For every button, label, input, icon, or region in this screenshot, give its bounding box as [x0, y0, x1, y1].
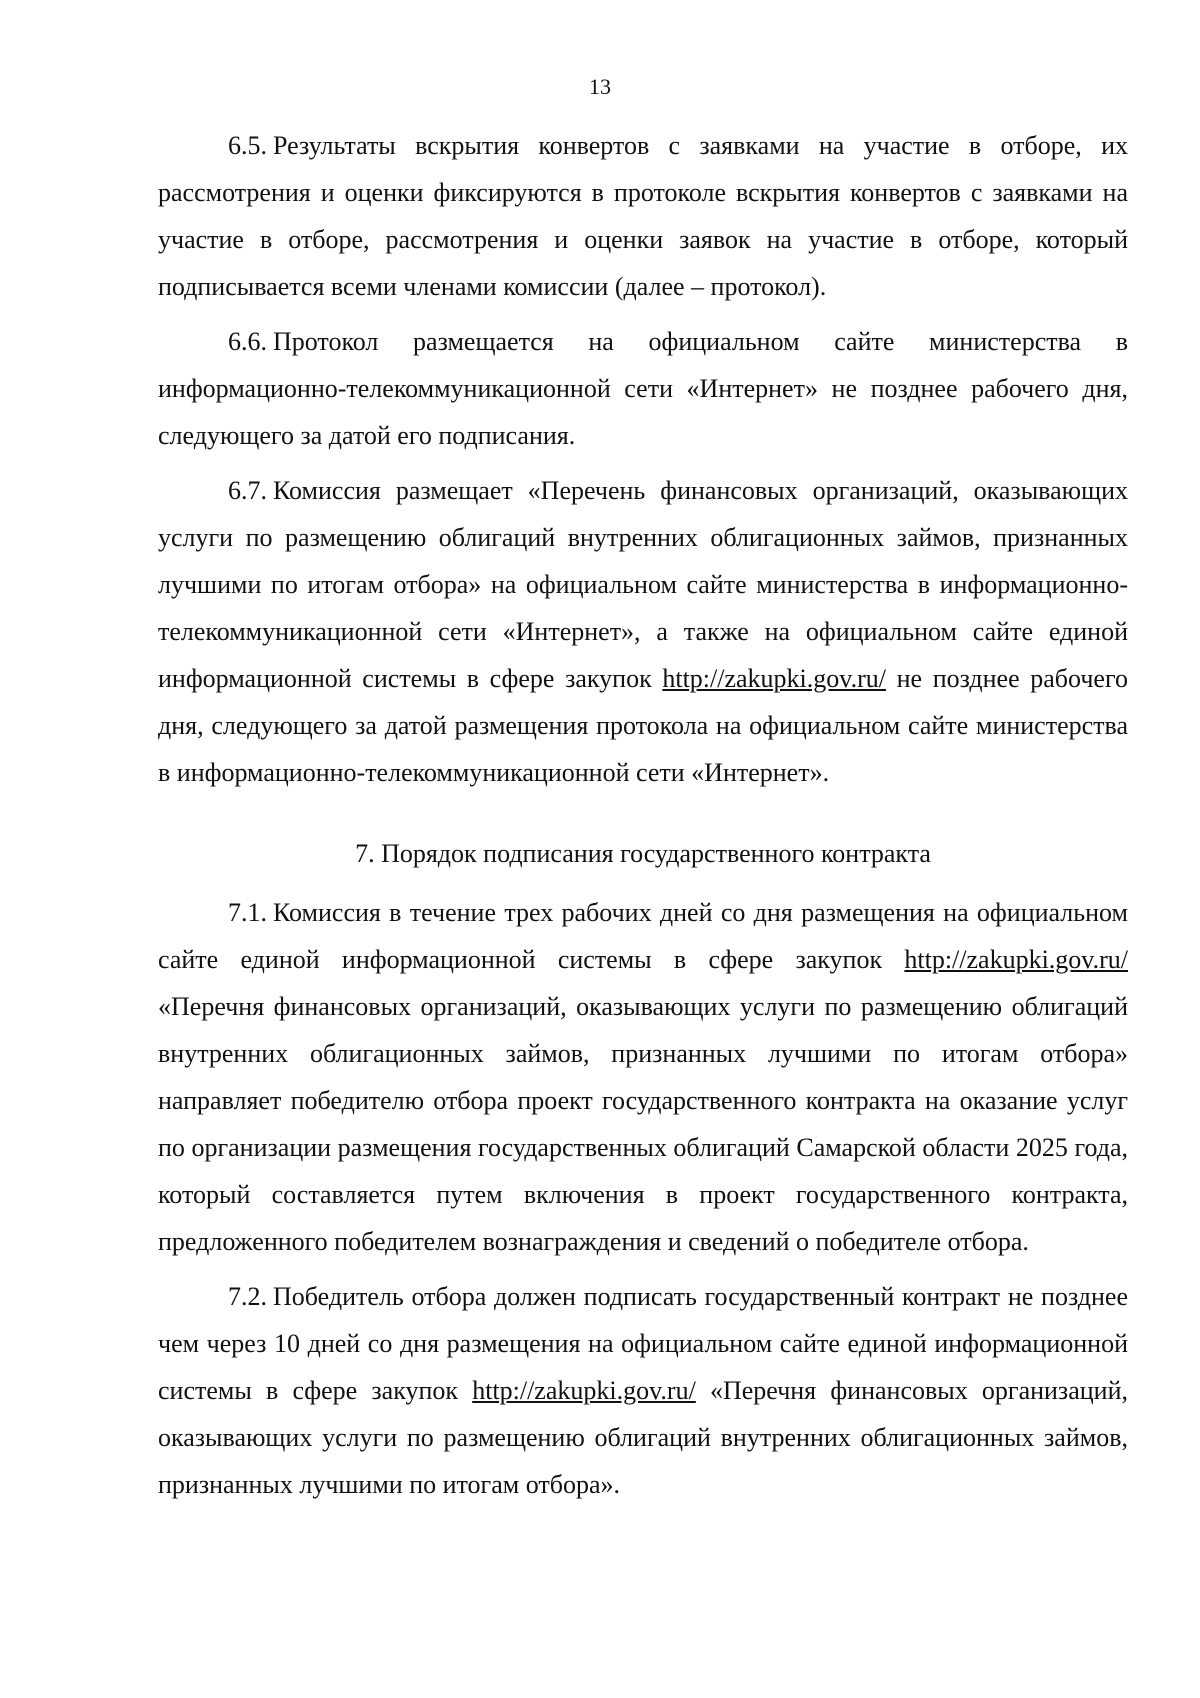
paragraph-number: 7.2.	[228, 1282, 267, 1311]
paragraph-6-7	[158, 467, 1128, 796]
paragraph-text: Комиссия в течение трех рабочих дней со дня размещения на официальном сайте единой информационной системы в сфере закупок	[158, 898, 1128, 974]
paragraph-text: Протокол размещается на официальном сайте министерства в информационно-телекоммуникационной сети «Интернет» не позднее рабочего дня, следующего за датой его подписания.	[158, 327, 1128, 450]
paragraph-text: «Перечня финансовых организаций, оказывающих услуги по размещению облигаций внутренних облигационных займов, признанных лучшими по итогам отбора» направляет победителю отбора проект государственного контракта на оказание услуг по организации размещения государственных облигаций Самарской области 2025 года, который составляется путем включения в проект государственного контракта, предложенного победителем вознаграждения и сведений о победителе отбора.	[158, 992, 1128, 1256]
paragraph-number: 6.5.	[228, 131, 267, 160]
paragraph-number: 6.7.	[228, 476, 267, 505]
paragraph-text: не позднее рабочего дня, следующего за датой размещения протокола на официальном сайте министерства в информационно-телекоммуникационной сети «Интернет».	[158, 664, 1128, 787]
paragraph-number: 6.6.	[228, 327, 267, 356]
zakupki-link[interactable]: http://zakupki.gov.ru/	[472, 1376, 696, 1405]
section-heading: 7. Порядок подписания государственного контракта	[355, 839, 931, 868]
zakupki-link[interactable]: http://zakupki.gov.ru/	[662, 664, 886, 693]
paragraph-6-5	[158, 122, 1128, 310]
page-number: 13	[589, 74, 611, 99]
paragraph-6-6	[158, 318, 1128, 459]
paragraph-text: Победитель отбора должен подписать государственный контракт не позднее чем через 10 дней со дня размещения на официальном сайте единой информационной системы в сфере закупок	[158, 1282, 1128, 1405]
document-body	[158, 122, 1128, 1516]
zakupki-link[interactable]: http://zakupki.gov.ru/	[904, 945, 1128, 974]
paragraph-7-1	[158, 889, 1128, 1265]
paragraph-text: Комиссия размещает «Перечень финансовых организаций, оказывающих услуги по размещению облигаций внутренних облигационных займов, признанных лучшими по итогам отбора» на официальном сайте министерства в информационно-телекоммуникационной сети «Интернет», а также на официальном сайте единой информационной системы в сфере закупок	[158, 476, 1128, 693]
paragraph-7-2	[158, 1273, 1128, 1508]
paragraph-text: «Перечня финансовых организаций, оказывающих услуги по размещению облигаций внутренних облигационных займов, признанных лучшими по итогам отбора».	[158, 1376, 1128, 1499]
paragraph-text: Результаты вскрытия конвертов с заявками на участие в отборе, их рассмотрения и оценки фиксируются в протоколе вскрытия конвертов с заявками на участие в отборе, рассмотрения и оценки заявок на участие в отборе, который подписывается всеми членами комиссии (далее – протокол).	[158, 131, 1128, 301]
paragraph-number: 7.1.	[228, 898, 267, 927]
